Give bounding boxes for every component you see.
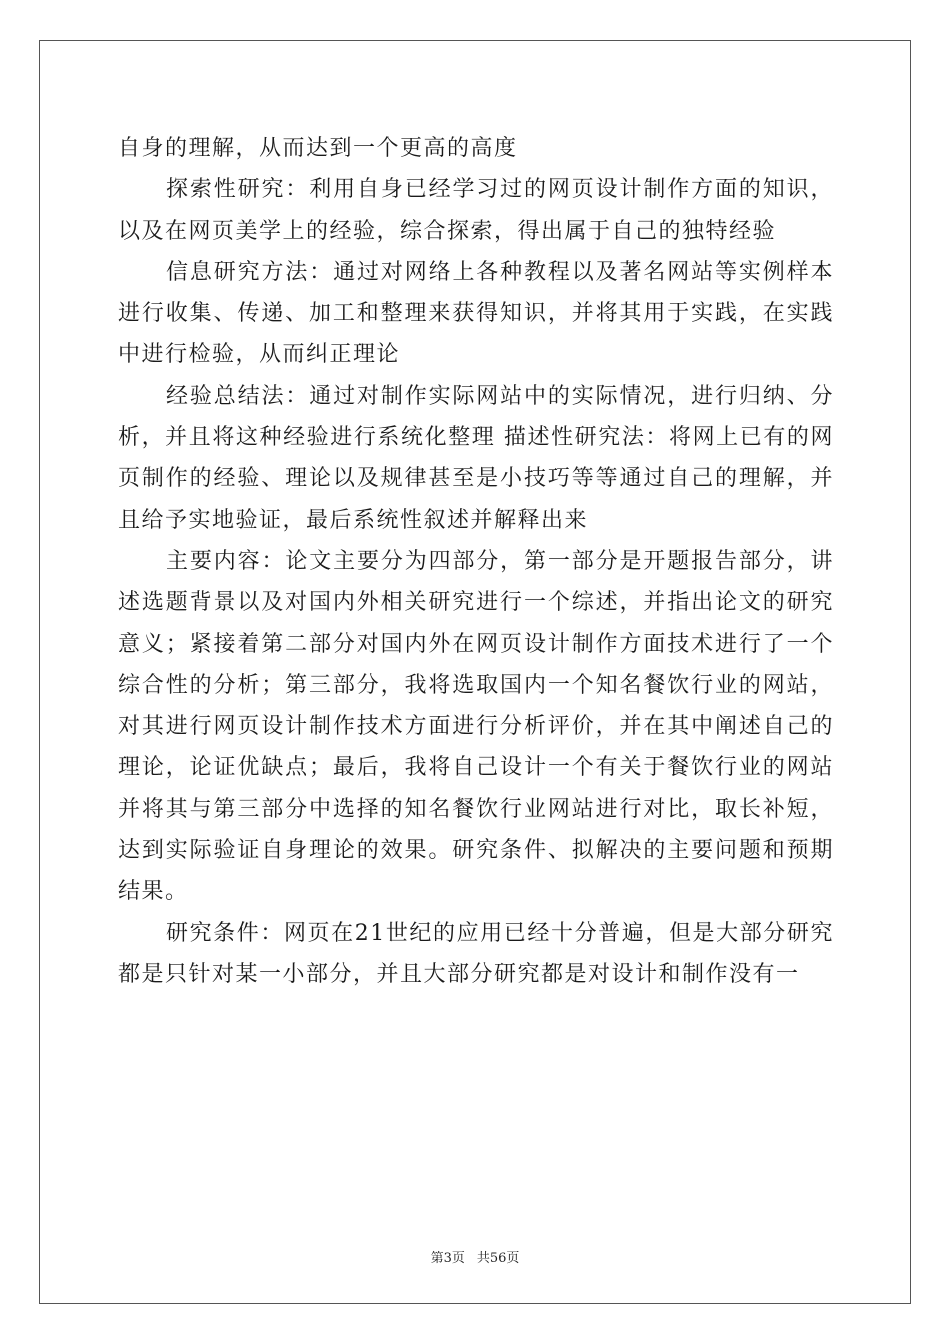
- paragraph-1: 自身的理解，从而达到一个更高的高度: [118, 136, 518, 161]
- page-footer: [0, 1247, 950, 1266]
- paragraph-3: 信息研究方法：通过对网络上各种教程以及著名网站等实例样本进行收集、传递、加工和整理来获得知识，并将其用于实践，在实践中进行检验，从而纠正理论: [118, 259, 834, 368]
- paragraph-6: 研究条件：网页在21世纪的应用已经十分普遍，但是大部分研究都是只针对某一小部分，并且大部分研究都是对设计和制作没有一: [118, 920, 834, 987]
- page-number: 第3页: [430, 1251, 465, 1266]
- page-total: 共56页: [476, 1251, 520, 1266]
- paragraph-5: 主要内容：论文主要分为四部分，第一部分是开题报告部分，讲述选题背景以及对国内外相关研究进行一个综述，并指出论文的研究意义；紧接着第二部分对国内外在网页设计制作方面技术进行了一个综合性的分析；第三部分，我将选取国内一个知名餐饮行业的网站，对其进行网页设计制作技术方面进行分析评价，并在其中阐述自己的理论，论证优缺点；最后，我将自己设计一个有关于餐饮行业的网站并将其与第三部分中选择的知名餐饮行业网站进行对比，取长补短，达到实际验证自身理论的效果。研究条件、拟解决的主要问题和预期结果。: [118, 548, 834, 905]
- document-body: [118, 128, 834, 995]
- paragraph-2: 探索性研究：利用自身已经学习过的网页设计制作方面的知识，以及在网页美学上的经验，综合探索，得出属于自己的独特经验: [118, 177, 834, 244]
- paragraph-4: 经验总结法：通过对制作实际网站中的实际情况，进行归纳、分析，并且将这种经验进行系统化整理 描述性研究法：将网上已有的网页制作的经验、理论以及规律甚至是小技巧等等通过自己的理解，并且给予实地验证，最后系统性叙述并解释出来: [118, 383, 834, 533]
